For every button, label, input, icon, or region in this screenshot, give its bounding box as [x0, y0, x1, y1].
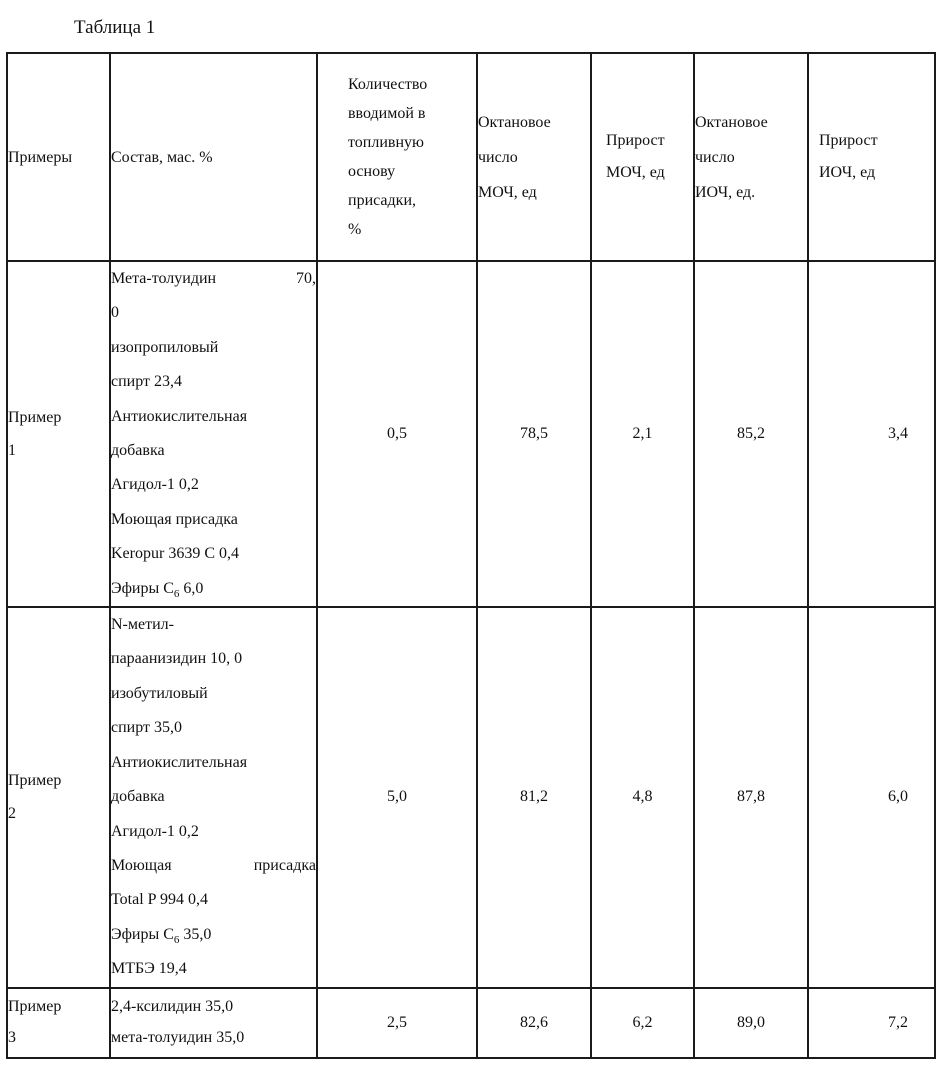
table-row [7, 607, 935, 987]
composition-cell: N-метил- параанизидин 10, 0 изобутиловый спирт 35,0 Антиокислительная добавка Агидол-1 0,2 Моющая присадка Total P 994 0,4 Эфиры $C_6$ 35,0 МТБЭ 19,4 [110, 607, 317, 987]
ron-cell: 89,0 [694, 988, 808, 1058]
ron-gain-cell: 6,0 [808, 607, 935, 987]
mon-gain-cell: 2,1 [591, 261, 694, 607]
header-ron-gain: Прирост ИОЧ, ед [808, 53, 935, 261]
table-row [7, 988, 935, 1058]
amount-cell: 5,0 [317, 607, 477, 987]
amount-cell: 0,5 [317, 261, 477, 607]
mon-gain-cell: 4,8 [591, 607, 694, 987]
header-ron: Октановое число ИОЧ, ед. [694, 53, 808, 261]
ron-gain-cell: 7,2 [808, 988, 935, 1058]
header-mon: Октановое число МОЧ, ед [477, 53, 591, 261]
amount-cell: 2,5 [317, 988, 477, 1058]
table-caption: Таблица 1 [74, 17, 156, 38]
mon-cell: 82,6 [477, 988, 591, 1058]
mon-gain-cell: 6,2 [591, 988, 694, 1058]
row-label: Пример 3 [7, 988, 110, 1058]
ron-gain-cell: 3,4 [808, 261, 935, 607]
ron-cell: 85,2 [694, 261, 808, 607]
row-label: Пример 2 [7, 607, 110, 987]
table-row [7, 261, 935, 607]
composition-cell: 2,4-ксилидин 35,0 мета-толуидин 35,0 [110, 988, 317, 1058]
header-composition: Состав, мас. % [110, 53, 317, 261]
ron-cell: 87,8 [694, 607, 808, 987]
header-examples: Примеры [7, 53, 110, 261]
header-row [7, 53, 935, 261]
header-mon-gain: Прирост МОЧ, ед [591, 53, 694, 261]
mon-cell: 78,5 [477, 261, 591, 607]
mon-cell: 81,2 [477, 607, 591, 987]
data-table [6, 52, 936, 1059]
header-amount: Количество вводимой в топливную основу присадки, % [317, 53, 477, 261]
row-label: Пример 1 [7, 261, 110, 607]
composition-cell: Мета-толуидин 70, 0 изопропиловый спирт 23,4 Антиокислительная добавка Агидол-1 0,2 Моющая присадка Keropur 3639 C 0,4 Эфиры $C_6$ 6,0 [110, 261, 317, 607]
